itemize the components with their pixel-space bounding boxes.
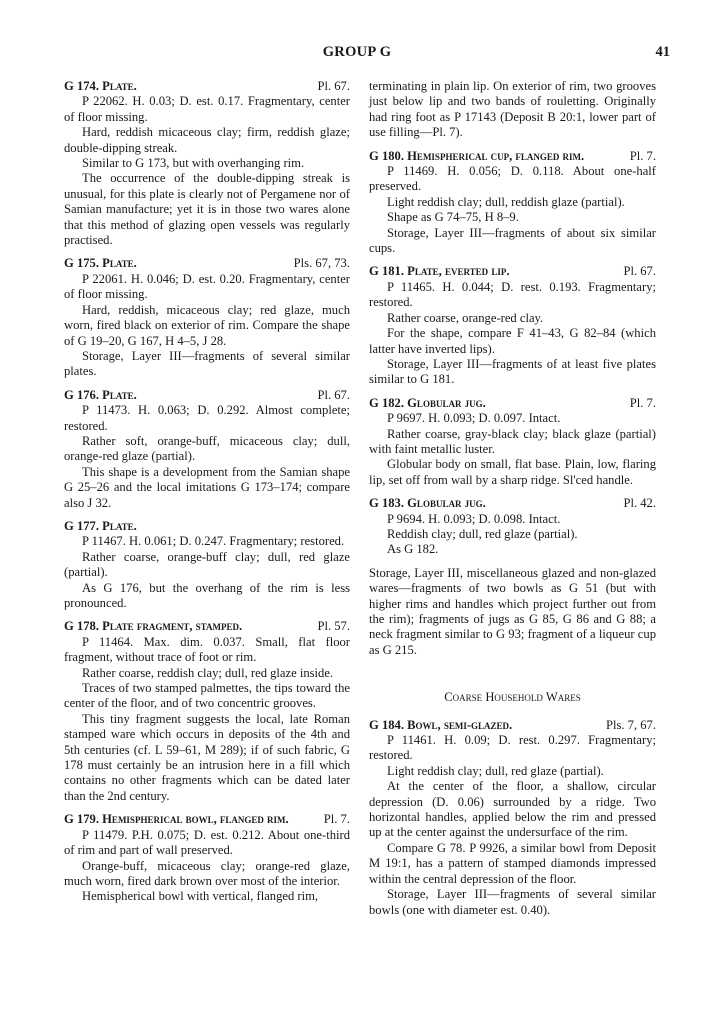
entry-paragraph: As G 182. [387,542,439,557]
entry-paragraph: Storage, Layer III—fragments of several similar plates. [64,348,350,379]
plate-reference: Pl. 42. [623,496,656,511]
plate-reference: Pl. 7. [323,812,350,827]
catalogue-entry-g178 [64,619,350,804]
entry-title: Hemispherical bowl, flanged rim. [102,812,289,827]
section-heading: Coarse Household Wares [444,690,581,705]
entry-paragraph: Shape as G 74–75, H 8–9. [387,210,519,225]
catalogue-entry-g180 [369,149,656,257]
plate-reference: Pls. 7, 67. [605,717,656,732]
catalogue-entry-g174 [64,79,350,248]
entry-paragraph: Globular body on small, flat base. Plain, low, flaring lip, set off from wall by a sharp ridge. Sl'ced handle. [369,457,656,487]
entry-paragraph: P 9694. H. 0.093; D. 0.098. Intact. [387,511,561,526]
catalogue-entry-g184 [369,718,656,918]
catalogue-entry-g176 [64,388,350,511]
left-column [64,79,350,913]
entry-paragraph: Hemispherical bowl with vertical, flanged rim, [82,889,319,904]
entry-heading [369,264,656,279]
entry-number: G 181. [369,264,404,279]
plate-reference: Pl. 7. [629,395,656,410]
entry-heading [369,396,656,411]
entry-paragraph: Compare G 78. P 9926, a similar bowl from Deposit M 19:1, has a pattern of stamped diamonds impressed within the central depression of the floor. [369,840,656,886]
entry-paragraph: P 22061. H. 0.046; D. est. 0.20. Fragmentary, center of floor missing. [64,271,350,302]
catalogue-entry-g183 [369,496,656,558]
entry-paragraph: P 11465. H. 0.044; D. rest. 0.193. Fragmentary; restored. [369,279,656,310]
entry-heading [64,619,350,634]
entry-paragraph: This tiny fragment suggests the local, late Roman stamped ware which occurs in deposits of the 4th and 5th centuries (cf. L 59–61, M 289); if of such fabric, G 178 must certainly be an intrusion here in a fill which contains no other fragments which can be dated later than the 2nd century. [64,711,350,803]
entry-title: Bowl, semi-glazed. [407,717,513,732]
entry-heading [369,718,656,733]
entry-paragraph: Hard, reddish micaceous clay; firm, reddish glaze; double-dipping streak. [64,125,350,155]
entry-title: Plate. [102,79,137,93]
entry-heading [64,256,350,271]
entry-paragraph: P 11473. H. 0.063; D. 0.292. Almost complete; restored. [64,403,350,433]
entry-paragraph: Rather coarse, reddish clay; dull, red glaze inside. [82,665,334,680]
entry-paragraph: P 11469. H. 0.056; D. 0.118. About one-half preserved. [369,164,656,194]
entry-paragraph: Rather coarse, orange-buff clay; dull, red glaze (partial). [64,549,350,580]
entry-number: G 174. [64,79,99,93]
entry-paragraph: Rather soft, orange-buff, micaceous clay; dull, orange-red glaze (partial). [64,433,350,464]
entry-title: Plate fragment, stamped. [102,619,243,634]
entry-paragraph: Light reddish clay; dull, red glaze (partial). [387,763,604,778]
entry-paragraph: Light reddish clay; dull, reddish glaze (partial). [387,194,625,209]
entry-paragraph: P 11464. Max. dim. 0.037. Small, flat floor fragment, without trace of foot or rim. [64,634,350,665]
entry-paragraph: P 9697. H. 0.093; D. 0.097. Intact. [387,411,561,426]
running-title: GROUP G [322,44,392,60]
entry-number: G 179. [64,812,99,827]
entry-heading [64,79,350,94]
entry-number: G 184. [369,717,404,732]
entry-paragraph: For the shape, compare F 41–43, G 82–84 (which latter have inverted lips). [369,326,656,356]
storage-note [369,566,656,658]
plate-reference: Pls. 67, 73. [293,256,350,271]
entry-paragraph: P 11461. H. 0.09; D. rest. 0.297. Fragmentary; restored. [369,733,656,763]
continued-text [369,79,656,141]
plate-reference: Pl. 7. [629,148,656,163]
entry-paragraph: Storage, Layer III—fragments of several similar bowls (one with diameter est. 0.40). [369,887,656,917]
catalogue-entry-g181 [369,264,656,387]
entry-number: G 180. [369,148,404,163]
entry-number: G 177. [64,518,99,533]
entry-paragraph: Traces of two stamped palmettes, the tips toward the center of the floor, and of two concentric grooves. [64,681,350,711]
entry-paragraph: Orange-buff, micaceous clay; orange-red glaze, much worn, fired dark brown over most of the interior. [64,858,350,888]
catalogue-entry-g182 [369,396,656,488]
entry-number: G 176. [64,387,99,402]
entry-title: Plate. [102,387,137,402]
entry-number: G 175. [64,256,99,271]
entry-paragraph: Storage, Layer III, miscellaneous glazed and non-glazed wares—fragments of two bowls as G 51 (but with higher rims and handles which project further out from the rim); fragments of jugs as G 85, G 86 and G 88; a neck fragment similar to G 93; fragment of a liqueur cup as G 215. [369,565,656,657]
entry-number: G 182. [369,395,404,410]
entry-paragraph: Hard, reddish, micaceous clay; red glaze, much worn, fired black on exterior of rim. Compare the shape of G 19–20, G 167, H 4–5, J 28. [64,302,350,348]
plate-reference: Pl. 57. [317,619,350,634]
entry-paragraph: As G 176, but the overhang of the rim is less pronounced. [64,580,350,610]
plate-reference: Pl. 67. [623,264,656,279]
plate-reference: Pl. 67. [317,79,350,93]
entry-paragraph: Reddish clay; dull, red glaze (partial). [387,526,578,541]
entry-title: Plate. [102,256,137,271]
entry-title: Plate. [102,518,137,533]
entry-heading [64,519,350,534]
catalogue-entry-g179 [64,812,350,904]
entry-paragraph: P 11479. P.H. 0.075; D. est. 0.212. About one-third of rim and part of wall preserved. [64,827,350,858]
entry-number: G 178. [64,619,99,634]
entry-heading [64,388,350,403]
entry-paragraph: P 22062. H. 0.03; D. est. 0.17. Fragmentary, center of floor missing. [64,94,350,124]
entry-paragraph: Storage, Layer III—fragments of at least five plates similar to G 181. [369,356,656,387]
entry-paragraph: At the center of the floor, a shallow, circular depression (D. 0.06) surrounded by a ridge. Two horizontal handles, applied below the rim and pressed up at the center against the undersurface of the rim. [369,779,656,840]
entry-paragraph: P 11467. H. 0.061; D. 0.247. Fragmentary; restored. [82,534,345,549]
plate-reference: Pl. 67. [317,387,350,402]
catalogue-entry-g175 [64,256,350,379]
entry-title: Globular jug. [407,395,486,410]
entry-heading [64,812,350,827]
entry-paragraph: This shape is a development from the Samian shape G 25–26 and the local imitations G 173–174; compare also J 32. [64,464,350,510]
entry-paragraph: Similar to G 173, but with overhanging rim. [82,156,305,171]
entry-title: Globular jug. [407,496,486,511]
entry-title: Plate, everted lip. [407,264,510,279]
entry-title: Hemispherical cup, flanged rim. [407,148,585,163]
entry-paragraph: Storage, Layer III—fragments of about six similar cups. [369,225,656,256]
entry-heading [369,149,656,164]
entry-paragraph: terminating in plain lip. On exterior of rim, two grooves just below lip and two bands of rouletting. Originally had ring foot as P 17143 (Deposit B 20:1, lower part of use filling—Pl. 7). [369,79,656,140]
page-number: 41 [655,44,670,60]
entry-paragraph: The occurrence of the double-dipping streak is unusual, for this plate is clearly not of Pergamene nor of Samian manufacture; yet it is in those two wares alone that this method of glazing open vessels was regularly practised. [64,171,350,248]
right-column [369,79,656,926]
entry-paragraph: Rather coarse, orange-red clay. [387,310,544,325]
entry-heading [369,496,656,511]
catalogue-entry-g177 [64,519,350,611]
entry-number: G 183. [369,496,404,511]
page-header [0,44,714,64]
entry-paragraph: Rather coarse, gray-black clay; black glaze (partial) with faint metallic luster. [369,426,656,456]
